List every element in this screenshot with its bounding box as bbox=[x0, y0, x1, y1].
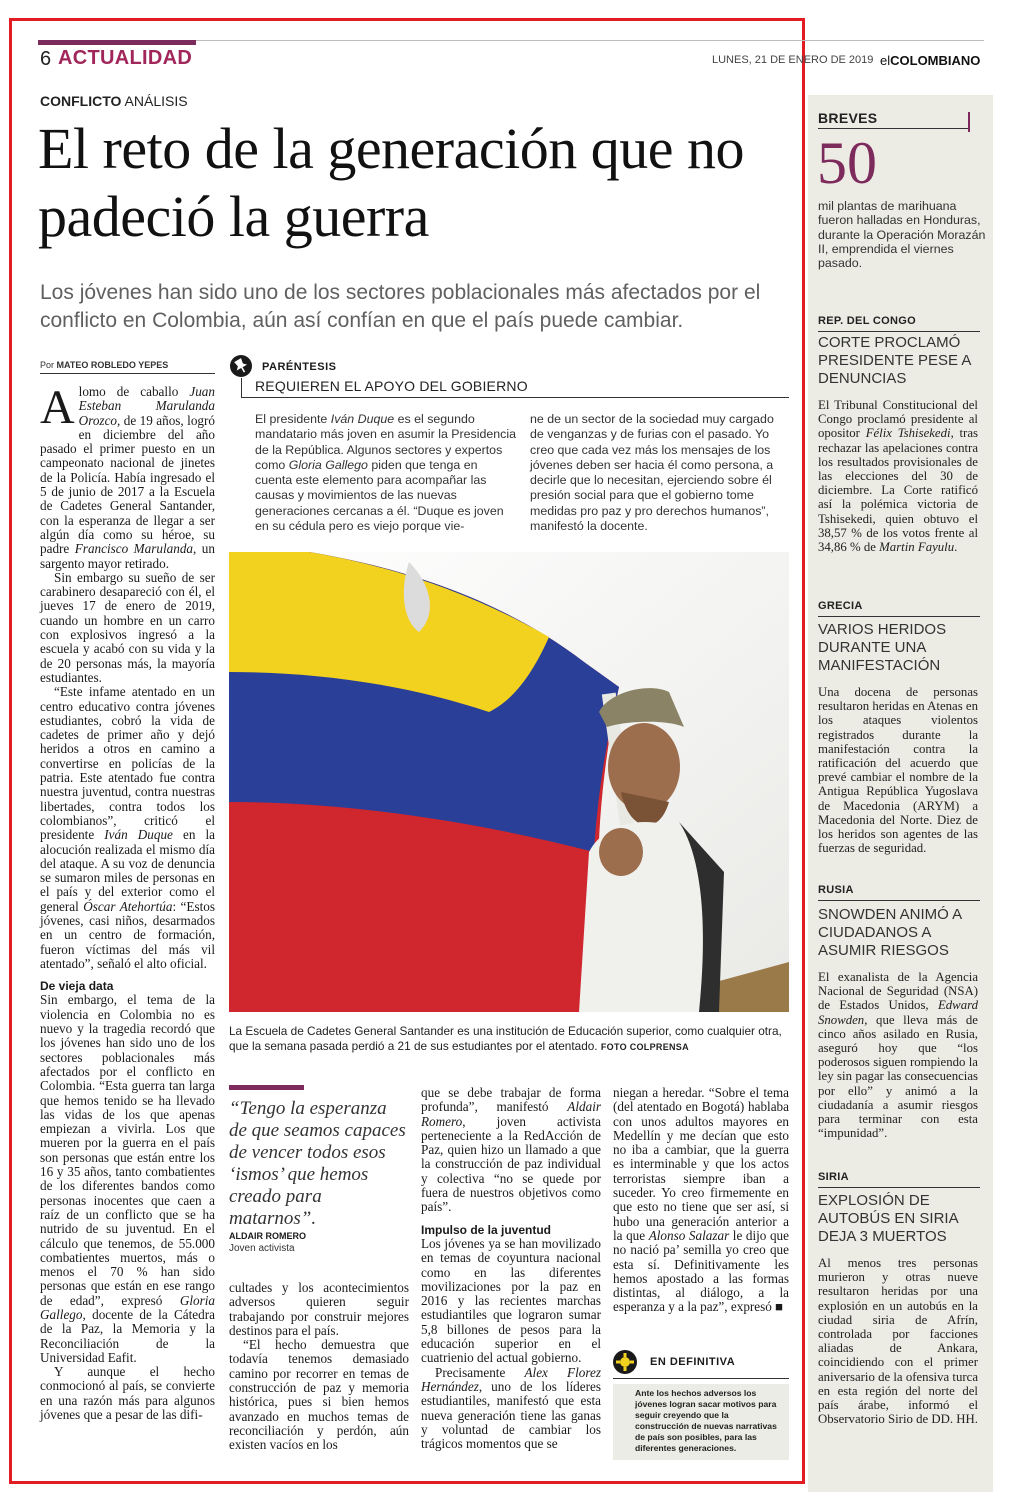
parentesis-rule-vertical bbox=[241, 378, 242, 398]
article-column-3: cultades y los acontecimientos adversos quieren seguir trabajando por construir mejores destinos para el país. “El hecho demuestra que todavía tenemos demasiado camino por recorrer en temas de construcción de paz y memoria histórica, pues si bien hemos avanzado en muchos temas de reconciliación y perdón, aún existen vacíos en los bbox=[229, 1280, 409, 1453]
pushpin-icon bbox=[230, 355, 252, 377]
brief-grecia-headline: VARIOS HERIDOS DURANTE UNA MANIFESTACIÓN bbox=[818, 621, 947, 674]
brief-congo-section: REP. DEL CONGO bbox=[818, 315, 916, 327]
parentesis-text-col1: El presidente Iván Duque es el segundo mandatario más joven en asumir la Presidencia de la República. Algunos sectores y expertos como Gloria Gallego piden que tenga en cuenta este elemento para acompañar las causas y movimientos de las nuevas generaciones cercanas a él. “Duque es joven en su cédula pero es viejo porque vie- bbox=[255, 412, 517, 534]
byline-rule bbox=[40, 373, 215, 374]
breves-label: BREVES bbox=[818, 110, 878, 126]
headline: El reto de la generación que no padeció la guerra bbox=[38, 116, 744, 249]
breves-rule bbox=[818, 128, 970, 129]
pull-quote: “Tengo la esperanza de que seamos capaces de vencer todos esos ‘ismos’ que hemos creado para matarnos”. bbox=[229, 1098, 406, 1229]
page-number: 6 bbox=[40, 48, 52, 70]
en-definitiva-icon bbox=[613, 1350, 637, 1374]
brief-grecia-section: GRECIA bbox=[818, 600, 863, 612]
kicker: CONFLICTO ANÁLISIS bbox=[40, 93, 188, 109]
breves-big-number: 50 bbox=[817, 130, 877, 196]
byline: Por MATEO ROBLEDO YEPES bbox=[40, 360, 169, 370]
photo-caption: La Escuela de Cadetes General Santander es una institución de Educación superior, como cualquier otra, que la semana pasada perdió a 21 de sus estudiantes por el atentado. FOTO COLPRENSA bbox=[229, 1024, 782, 1053]
parentesis-rule bbox=[241, 397, 789, 398]
section-accent-bar bbox=[38, 40, 196, 45]
brief-rusia-rule bbox=[818, 900, 980, 901]
brief-congo-rule bbox=[818, 331, 980, 332]
deck: Los jóvenes han sido uno de los sectores poblacionales más afectados por el conflicto en Colombia, aún así confían en que el país puede cambiar. bbox=[40, 281, 761, 332]
photo-credit: FOTO COLPRENSA bbox=[600, 1042, 689, 1052]
parentesis-label: PARÉNTESIS bbox=[262, 361, 337, 373]
en-definitiva-rule bbox=[613, 1378, 789, 1379]
subhead-impulso: Impulso de la juventud bbox=[421, 1222, 552, 1237]
en-definitiva-box: Ante los hechos adversos los jóvenes logran sacar motivos para seguir creyendo que la construcción de nuevas narrativas de país son posibles, para las diferentes generaciones. bbox=[613, 1384, 789, 1460]
brief-siria-section: SIRIA bbox=[818, 1171, 849, 1183]
quote-author: ALDAIR ROMERO bbox=[229, 1231, 306, 1241]
brief-siria-headline: EXPLOSIÓN DE AUTOBÚS EN SIRIA DEJA 3 MUERTOS bbox=[818, 1192, 958, 1245]
photo-flag-cadet bbox=[229, 552, 789, 1012]
breves-number-description: mil plantas de marihuana fueron halladas en Honduras, durante la Operación Morazán II, emprendida el viernes pasado. bbox=[818, 199, 986, 271]
article-column-1: Alomo de caballo Juan Esteban Marulanda Orozco, de 19 años, logró en diciembre del año pasado el primer puesto en un campeonato nacional de jinetes de la Policía. Había ingresado el 5 de junio de 2017 a la Escuela de Cadetes General Santander, con la esperanza de llegar a ser algún día como su héroe, su padre Francisco Marulanda, un sargento mayor retirado. Sin embargo su sueño de ser carabinero desapareció con él, el jueves 17 de enero de 2019, cuando un hombre en un carro con explosivos ingresó a la escuela y acabó con su vida y la de 20 personas más, la mayoría estudiantes. “Este infame atentado en un centro educativo contra jóvenes estudiantes, cobró la vida de cadetes de primer año y dejó heridos a otros en camino a convertirse en policías de la patria. Este atentado fue contra nuestra juventud, contra nuestras libertades, contra todos los colombianos”, criticó el presidente Iván Duque en la alocución realizada el mismo día del ataque. A su voz de denuncia se sumaron miles de personas en el país y del exterior como el general Óscar Atehortúa: “Estos jóvenes, casi niños, desarmados en un centro de formación, fueron víctimas del más vil atentado”, señaló el alto oficial. De vieja data Sin embargo, el tema de la violencia en Colombia no es nuevo y la tragedia recordó que los jóvenes han sido uno de los sectores poblacionales más afectados por el conflicto en Colombia. “Esta guerra tan larga que hemos tenido se ha llevado las vidas de los que apenas empiezan a vivirla. Los que mueren por la guerra en el país son personas que están entre los 16 y 35 años, tanto combatientes de los diferentes bandos como personas inocentes que caen a raíz de un conflicto que se ha nutrido de su juventud. En el cálculo que tenemos, de 55.000 combatientes muertos, más o menos el 70 % han sido personas que están en ese rango de edad”, expresó Gloria Gallego, docente de la Cátedra de la Paz, la Memoria y la Reconciliación de la Universidad Eafit. Y aunque el hecho conmocionó al país, se convierte en una razón más para algunos jóvenes que a pesar de las difi- bbox=[40, 381, 216, 1423]
subhead-de-vieja-data: De vieja data bbox=[40, 979, 114, 994]
brief-congo-body: El Tribunal Constitucional del Congo proclamó presidente al opositor Félix Tshisekedi, tras rechazar las apelaciones contra los resultados provisionales de las elecciones del 30 de diciembre. La Corte ratificó así la polémica victoria de Tshisekedi, quien obtuvo el 38,57 % de los votos frente al 34,86 % de Martin Fayulu. bbox=[818, 398, 978, 555]
brief-congo-headline: CORTE PROCLAMÓ PRESIDENTE PESE A DENUNCIAS bbox=[818, 334, 971, 387]
brief-rusia-headline: SNOWDEN ANIMÓ A CIUDADANOS A ASUMIR RIESGOS bbox=[818, 906, 962, 959]
en-definitiva-label: EN DEFINITIVA bbox=[650, 1356, 736, 1368]
section-name: ACTUALIDAD bbox=[58, 47, 193, 69]
quote-accent-bar bbox=[229, 1085, 304, 1090]
article-column-5: niegan a heredar. “Sobre el tema (del atentado en Bogotá) hablaba con unos adultos mayores en Medellín y me decían que esto no iba a cambiar, que la guerra es interminable y que los actos terroristas siempre iban a suceder. Yo creo firmemente en que esto no tiene que ser así, si hubo una generación anterior a la que Alonso Salazar le dijo que no nació pa’ semilla yo creo que esta sí. Definitivamente les hemos apostado a las formas distintas, al diálogo, a la esperanza y a la paz”, expresó ■ bbox=[613, 1085, 790, 1315]
parentesis-title: REQUIEREN EL APOYO DEL GOBIERNO bbox=[255, 378, 528, 394]
brief-rusia-section: RUSIA bbox=[818, 884, 854, 896]
brief-siria-rule bbox=[818, 1187, 980, 1188]
newspaper-brand: elCOLOMBIANO bbox=[880, 53, 981, 68]
brief-grecia-rule bbox=[818, 616, 980, 617]
quote-author-role: Joven activista bbox=[229, 1243, 295, 1254]
breves-accent-mark bbox=[968, 112, 970, 132]
brief-rusia-body: El exanalista de la Agencia Nacional de Seguridad (NSA) de Estados Unidos, Edward Snowden, que lleva más de cinco años asilado en Rusia, aseguró hoy que “los poderosos siguen rompiendo la ley sin pagar las consecuencias por ello” y animó a la ciudadanía a asumir riesgos para terminar con esta “impunidad”. bbox=[818, 970, 978, 1141]
article-column-4: que se debe trabajar de forma profunda”, manifestó Aldair Romero, joven activista perteneciente a la RedAcción de Paz, quien hizo un llamado a que la construcción de paz individual y colectiva “no se quede por fuera de nuestros objetivos como país”. Impulso de la juventud Los jóvenes ya se han movilizado en temas de coyuntura nacional como en las diferentes movilizaciones por la paz en 2016 y las recientes marchas estudiantiles que lograron sumar 5,8 billones de pesos para la educación superior en el cuatrienio del actual gobierno. Precisamente Alex Florez Hernández, uno de los líderes estudiantiles, manifestó que esta nueva generación tiene las ganas y voluntad de cambiar los trágicos momentos que se bbox=[421, 1085, 601, 1452]
brief-grecia-body: Una docena de personas resultaron heridas en Atenas en los ataques violentos registrados durante la manifestación contra la ratificación del acuerdo que prevé cambiar el nombre de la Antigua República Yugoslava de Macedonia (ARYM) a Macedonia del Norte. Diez de los heridos son agentes de las fuerzas de seguridad. bbox=[818, 685, 978, 856]
brief-siria-body: Al menos tres personas murieron y otras nueve resultaron heridas por una explosión en un autobús en la ciudad siria de Afrín, controlada por facciones aliadas de Ankara, coincidiendo con el primer aniversario de la ofensiva turca en esta región del norte del país árabe, informó el Observatorio Sirio de DD. HH. bbox=[818, 1256, 978, 1427]
dateline: LUNES, 21 DE ENERO DE 2019 bbox=[712, 54, 874, 66]
parentesis-text-col2: ne de un sector de la sociedad muy cargado de venganzas y de furias con el pasado. Yo creo que cada vez más los mensajes de los jóvenes deben ser hacia él como persona, a decirle que lo necesitan, ejerciendo sobre él presión social para que el gobierno tome medidas pro paz y pro derechos humanos”, manifestó la docente. bbox=[530, 412, 774, 534]
drop-cap: A bbox=[40, 381, 75, 434]
